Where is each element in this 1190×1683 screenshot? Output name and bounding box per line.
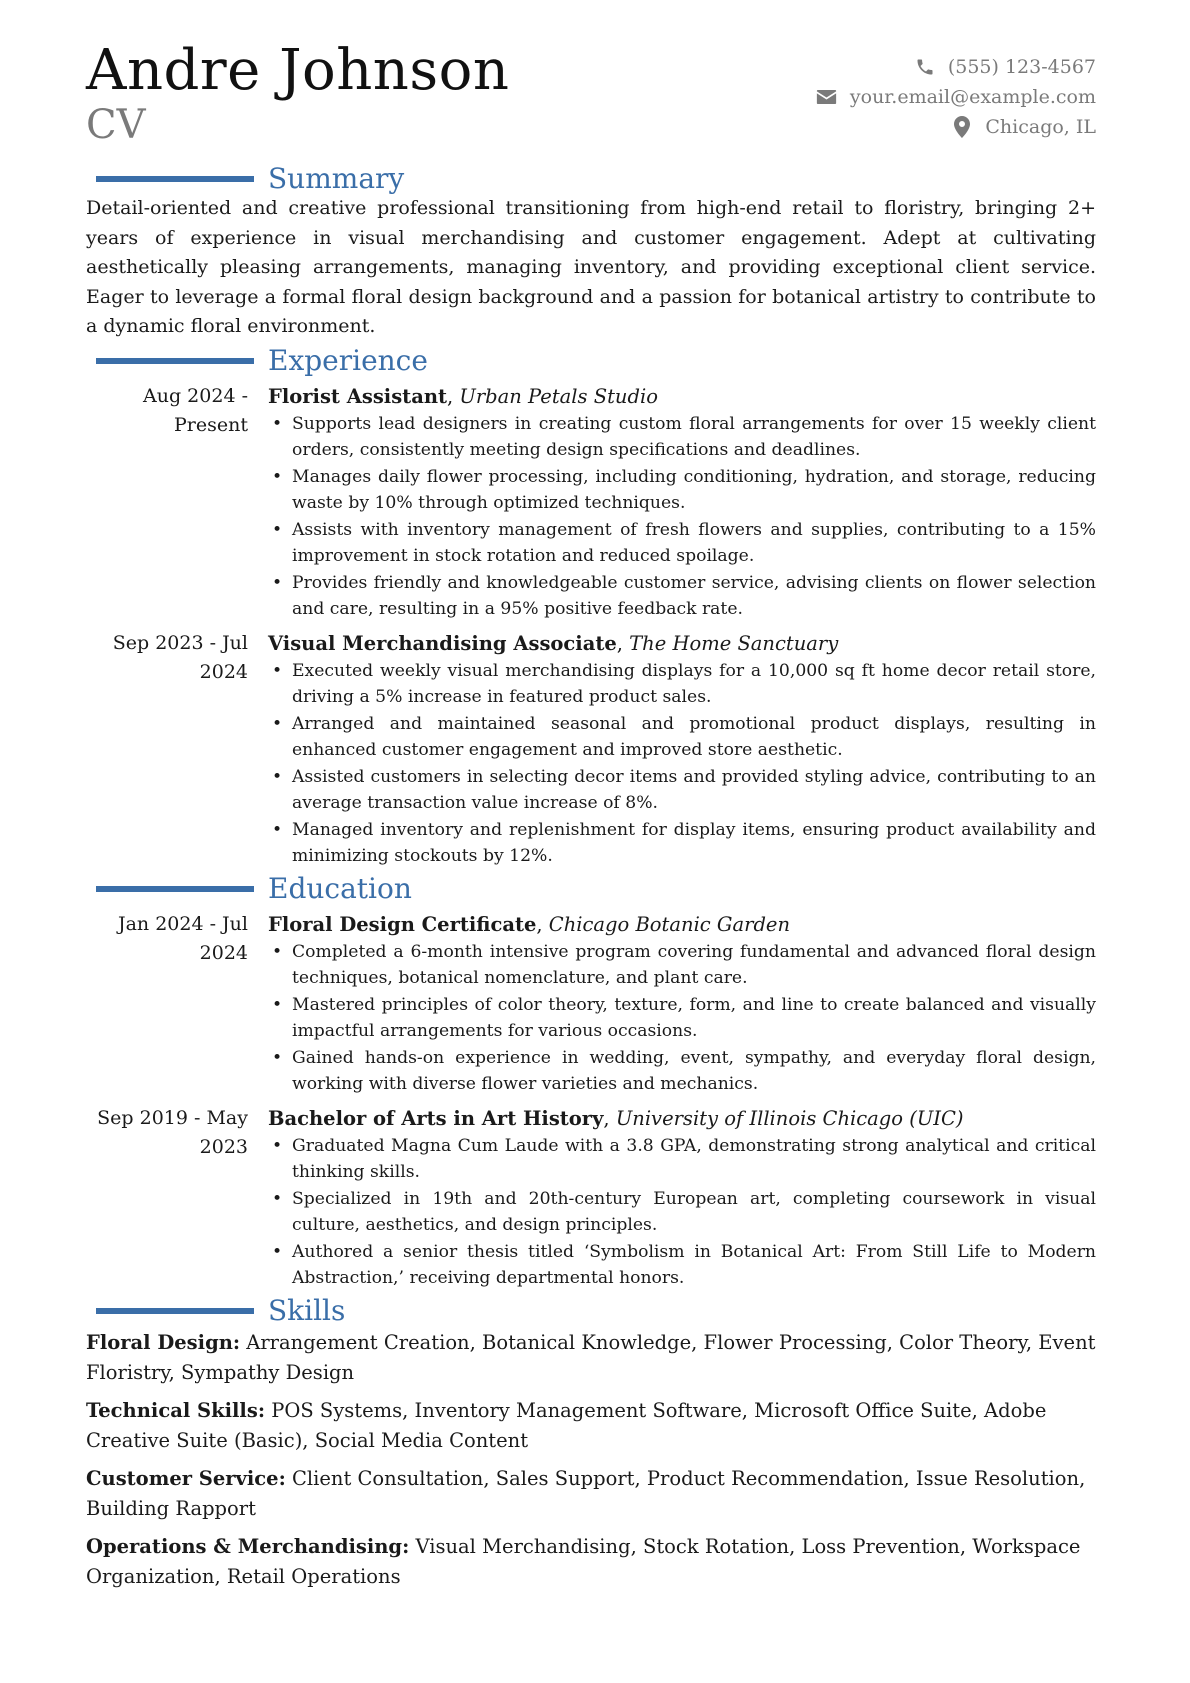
envelope-icon [816, 86, 838, 108]
section-rule [96, 1308, 254, 1314]
bullet-list [268, 1133, 1096, 1292]
bullet-item: • Authored a senior thesis titled ‘Symbolism in Botanical Art: From Still Life to Modern Abstraction,’ receiving departmental honors. [268, 1239, 1096, 1292]
skill-row [86, 1464, 1096, 1524]
bullet-item: • Gained hands-on experience in wedding, event, sympathy, and everyday floral design, working with diverse flower varieties and mechanics. [268, 1045, 1096, 1098]
skill-items: Visual Merchandising, Stock Rotation, Loss Prevention, Workspace Organization, Retail Operations [86, 1534, 1081, 1588]
skill-items: Client Consultation, Sales Support, Product Recommendation, Issue Resolution, Building Rapport [86, 1466, 1086, 1520]
contact-phone [816, 52, 1096, 82]
entry-title: Florist Assistant, Urban Petals Studio [268, 384, 658, 408]
section-title: Skills [268, 1293, 346, 1327]
education-heading [86, 871, 1096, 905]
education-entry [86, 1104, 1096, 1292]
document-type: CV [86, 102, 146, 148]
phone-icon [914, 56, 936, 78]
education-entry [86, 910, 1096, 1098]
entry-role: Floral Design Certificate [268, 912, 537, 936]
skill-row [86, 1328, 1096, 1388]
location-text: Chicago, IL [985, 116, 1096, 138]
skill-category: Floral Design: [86, 1330, 241, 1354]
bullet-list [268, 658, 1096, 870]
phone-number: (555) 123-4567 [947, 56, 1096, 78]
skill-row [86, 1532, 1096, 1592]
contact-location [816, 112, 1096, 142]
contact-block [816, 52, 1096, 142]
bullet-item: • Assists with inventory management of fresh flowers and supplies, contributing to a 15% improvement in stock rotation and reduced spoilage. [268, 517, 1096, 570]
skills-list [86, 1328, 1096, 1592]
entry-title: Floral Design Certificate, Chicago Botanic Garden [268, 912, 791, 936]
cv-page [86, 40, 1096, 1600]
person-name: Andre Johnson [86, 38, 510, 103]
section-rule [96, 886, 254, 892]
bullet-item: • Mastered principles of color theory, texture, form, and line to create balanced and visually impactful arrangements for various occasions. [268, 992, 1096, 1045]
entry-role: Visual Merchandising Associate [268, 631, 617, 655]
skill-category: Customer Service: [86, 1466, 286, 1490]
entry-title: Visual Merchandising Associate, The Home Sanctuary [268, 631, 839, 655]
contact-email [816, 82, 1096, 112]
bullet-item: • Provides friendly and knowledgeable customer service, advising clients on flower selection and care, resulting in a 95% positive feedback rate. [268, 570, 1096, 623]
entry-date: Sep 2023 - Jul 2024 [112, 631, 248, 683]
entry-org: University of Illinois Chicago (UIC) [615, 1106, 964, 1130]
cv-header [86, 40, 1096, 160]
entry-date: Sep 2019 - May 2023 [97, 1106, 248, 1158]
bullet-item: • Completed a 6-month intensive program covering fundamental and advanced floral design techniques, botanical nomenclature, and plant care. [268, 939, 1096, 992]
entry-role: Florist Assistant [268, 384, 448, 408]
bullet-item: • Arranged and maintained seasonal and promotional product displays, resulting in enhanced customer engagement and improved store aesthetic. [268, 711, 1096, 764]
summary-heading [86, 164, 1096, 194]
map-pin-icon [951, 116, 973, 138]
skill-items: Arrangement Creation, Botanical Knowledge, Flower Processing, Color Theory, Event Floristry, Sympathy Design [86, 1330, 1096, 1384]
experience-heading [86, 343, 1096, 377]
section-rule [96, 358, 254, 364]
bullet-list [268, 411, 1096, 623]
email-address[interactable]: your.email@example.com [849, 86, 1096, 108]
skill-items: POS Systems, Inventory Management Software, Microsoft Office Suite, Adobe Creative Suite (Basic), Social Media Content [86, 1398, 1047, 1452]
experience-entry [86, 629, 1096, 870]
bullet-item: • Supports lead designers in creating custom floral arrangements for over 15 weekly client orders, consistently meeting design specifications and deadlines. [268, 411, 1096, 464]
experience-entry [86, 382, 1096, 623]
bullet-item: • Specialized in 19th and 20th-century European art, completing coursework in visual culture, aesthetics, and design principles. [268, 1186, 1096, 1239]
skill-category: Operations & Merchandising: [86, 1534, 410, 1558]
section-rule [96, 176, 254, 182]
bullet-item: • Graduated Magna Cum Laude with a 3.8 GPA, demonstrating strong analytical and critical thinking skills. [268, 1133, 1096, 1186]
skill-row [86, 1396, 1096, 1456]
entry-org: Urban Petals Studio [459, 384, 658, 408]
entry-title: Bachelor of Arts in Art History, University of Illinois Chicago (UIC) [268, 1106, 964, 1130]
bullet-item: • Managed inventory and replenishment for display items, ensuring product availability and minimizing stockouts by 12%. [268, 817, 1096, 870]
entry-date: Aug 2024 - Present [143, 384, 248, 436]
entry-date: Jan 2024 - Jul 2024 [117, 912, 248, 964]
bullet-list [268, 939, 1096, 1098]
skill-category: Technical Skills: [86, 1398, 266, 1422]
bullet-item: • Executed weekly visual merchandising displays for a 10,000 sq ft home decor retail store, driving a 5% increase in featured product sales. [268, 658, 1096, 711]
entry-role: Bachelor of Arts in Art History [268, 1106, 604, 1130]
entry-org: The Home Sanctuary [629, 631, 839, 655]
section-title: Summary [268, 162, 405, 195]
section-title: Experience [268, 343, 428, 377]
entry-org: Chicago Botanic Garden [548, 912, 791, 936]
section-title: Education [268, 871, 412, 905]
bullet-item: • Manages daily flower processing, including conditioning, hydration, and storage, reducing waste by 10% through optimized techniques. [268, 464, 1096, 517]
skills-heading [86, 1293, 1096, 1327]
summary-text: Detail-oriented and creative professional transitioning from high-end retail to floristry, bringing 2+ years of experience in visual merchandising and customer engagement. Adept at cultivating aesthetically pleasing arrangements, managing inventory, and providing exceptional client service. Eager to leverage a formal floral design background and a passion for botanical artistry to contribute to a dynamic floral environment. [86, 197, 1096, 337]
bullet-item: • Assisted customers in selecting decor items and provided styling advice, contributing to an average transaction value increase of 8%. [268, 764, 1096, 817]
